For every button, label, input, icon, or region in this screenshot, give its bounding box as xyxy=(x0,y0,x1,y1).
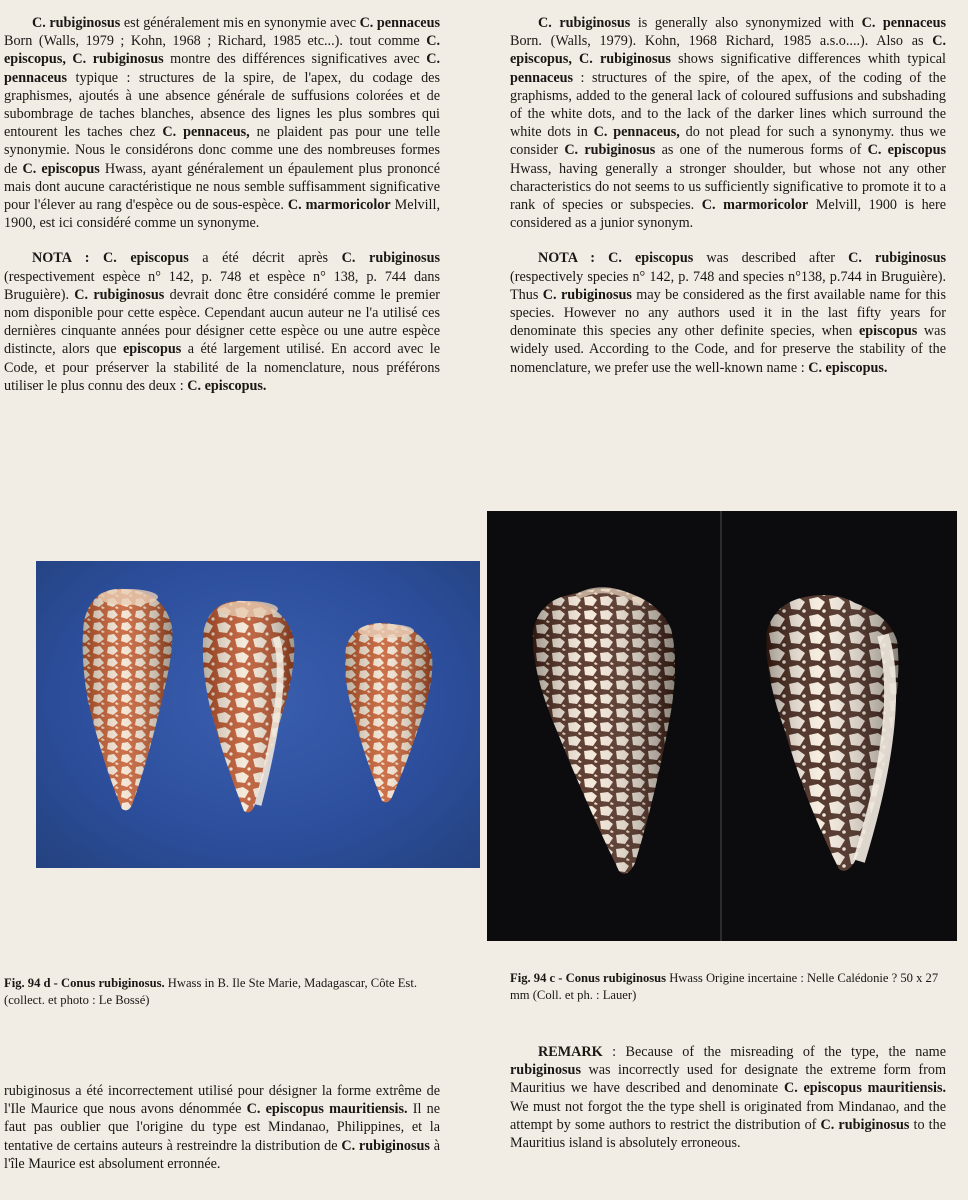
bold-run: C. pennaceus xyxy=(4,51,440,86)
text-run: Hwass in B. Ile Ste Marie, Madagascar, Côte Est. (collect. et photo : Le Bossé) xyxy=(4,976,417,1007)
bold-run: C. pennaceus, xyxy=(593,124,680,141)
bold-run: NOTA : C. episcopus xyxy=(32,250,189,267)
bold-run: C. marmoricolor xyxy=(287,197,391,214)
text-run: à l'île Maurice est absolument erronnée. xyxy=(4,1137,440,1172)
text-run: montre des différences significatives avec xyxy=(163,51,427,68)
fig-94d-caption xyxy=(4,975,444,1009)
shell-1 xyxy=(83,589,173,810)
text-run: do not plead for such a synonymy. thus we consider xyxy=(510,124,946,159)
fig-94d-photo xyxy=(36,561,480,868)
text-run: a été largement utilisé. En accord avec le Code, et pour préserver la stabilité de la nomenclature, nous préférons utiliser le plus connu des deux : xyxy=(4,341,440,394)
bold-run: C. episcopus mauritiensis. xyxy=(783,1080,947,1097)
bold-run: Fig. 94 d - Conus rubiginosus. xyxy=(4,976,165,990)
text-run: ne plaident pas pour une telle synonymie. Nous le considérons donc comme une des nombreuses formes de xyxy=(4,124,440,177)
bold-run: C. episcopus. xyxy=(187,377,267,394)
bold-run: C. rubiginosus xyxy=(74,286,165,303)
english-column xyxy=(510,14,946,377)
bold-run: C. pennaceus, xyxy=(162,124,250,141)
text-run: Hwass, ayant généralement un épaulement plus prononcé mais dont aucune caractéristique ne nous semble suffisamment significative pour l'élever au rang d'espèce ou de sous-espèce. xyxy=(4,160,440,214)
fig-94c-photo xyxy=(487,511,957,941)
text-run: (respectively species n° 142, p. 748 and species n°138, p.744 in Bruguière). Thus xyxy=(510,268,946,303)
text-run: devrait donc être considéré comme le premier nom disponible pour cette espèce. Cependant aucun auteur ne l'a utilisé ces dernières cinquante années pour désigner cette espèce ou une autre espèce distincte, alors que xyxy=(4,286,440,358)
bold-run: C. marmoricolor xyxy=(701,197,809,214)
bold-run: NOTA : C. episcopus xyxy=(538,250,694,267)
text-run: was described after xyxy=(693,250,849,267)
shell-3 xyxy=(345,623,432,802)
text-run: : structures of the spire, of the apex, of the coding of the graphisms, added to the general lack of coloured suffusions and subshading of the white dots, and to the lack of the darker lines which surround the white dots in xyxy=(510,69,946,141)
bold-run: C. rubiginosus xyxy=(820,1116,910,1133)
text-run: typique : structures de la spire, de l'apex, du codage des graphismes, ajoutés à une absence générale de suffusions colorées et de subombrage de taches blanches, absence des lignes les plus sombres qui entourent les taches chez xyxy=(4,69,440,141)
text-run: is generally also synonymized with xyxy=(630,15,862,31)
fig-94c-shells xyxy=(487,511,957,941)
bold-run: C. episcopus, C. rubiginosus xyxy=(4,33,440,68)
text-run: Melvill, 1900 is here considered as a junior synonym. xyxy=(510,197,946,232)
text-run: We must not forgot the the type shell is originated from Mindanao, and the attempt by some authors to restrict the distribution of xyxy=(510,1098,946,1133)
bold-run: C. rubiginosus xyxy=(848,250,946,267)
text-run: to the Mauritius island is absolutely erroneous. xyxy=(510,1116,947,1152)
fig-94d-shells xyxy=(36,561,480,868)
text-run: rubiginosus a été incorrectement utilisé pour désigner la forme extrême de l'Ile Maurice que nous avons dénommée xyxy=(4,1083,440,1118)
bold-run: C. rubiginosus xyxy=(32,15,121,31)
text-run: was incorrectly used for designate the extreme form from Mauritius we have described and denominate xyxy=(510,1062,946,1097)
english-paragraph-1 xyxy=(510,14,946,232)
bold-run: C. rubiginosus xyxy=(341,250,440,267)
text-run: est généralement mis en synonymie avec xyxy=(120,15,360,31)
english-remark xyxy=(510,1043,946,1152)
bold-run: episcopus xyxy=(122,341,182,358)
text-run: may be considered as the first available name for this species. However no any authors used it in the last fifty years for denominate this species any other definite species, when xyxy=(510,286,947,340)
bold-run: C. rubiginosus xyxy=(341,1137,430,1154)
bold-run: C. pennaceus xyxy=(359,15,440,31)
fig-94c-caption xyxy=(510,970,950,1004)
bold-run: episcopus xyxy=(858,323,918,340)
text-run: Hwass Origine incertaine : Nelle Calédonie ? 50 x 27 mm (Coll. et ph. : Lauer) xyxy=(510,971,939,1002)
french-continuation xyxy=(4,1082,440,1173)
text-run: : Because of the misreading of the type, the name xyxy=(602,1044,946,1060)
text-run: a été décrit après xyxy=(188,250,342,267)
bold-run: C. episcopus mauritiensis. xyxy=(246,1101,408,1118)
text-run: Born (Walls, 1979 ; Kohn, 1968 ; Richard, 1985 etc...). tout comme xyxy=(4,33,427,50)
text-run: was widely used. According to the Code, and for preserve the stability of the nomenclature, we prefer use the well-known name : xyxy=(510,323,946,376)
bold-run: C. episcopus, C. rubiginosus xyxy=(510,33,946,68)
shell-apertural-view xyxy=(533,589,675,874)
bold-run: C. rubiginosus xyxy=(542,286,632,303)
text-run: Melvill, 1900, est ici considéré comme un synonyme. xyxy=(4,197,440,232)
french-column xyxy=(4,14,440,395)
english-nota-paragraph xyxy=(510,249,946,376)
bold-run: C. pennaceus xyxy=(861,15,946,31)
bold-run: C. rubiginosus xyxy=(564,142,656,159)
text-run: shows significative differences whith typical xyxy=(670,51,946,68)
english-remark-paragraph xyxy=(510,1043,946,1152)
bold-run: REMARK xyxy=(538,1044,603,1060)
bold-run: C. episcopus. xyxy=(808,359,888,376)
french-nota-paragraph xyxy=(4,249,440,395)
bold-run: Fig. 94 c - Conus rubiginosus xyxy=(510,971,667,985)
text-run: Hwass, having generally a stronger shoulder, but whose not any other characteristics do not seems to us sufficiently significative to promote it to a rank of species or subspecies. xyxy=(510,160,946,214)
shell-2 xyxy=(203,601,294,812)
text-run: Il ne faut pas oublier que l'origine du type est Mindanao, Philippines, et la tentative de certains auteurs à restreindre la distribution de xyxy=(4,1101,441,1154)
bold-run: C. rubiginosus xyxy=(538,15,631,31)
french-tail-paragraph xyxy=(4,1082,440,1173)
text-run: Born. (Walls, 1979). Kohn, 1968 Richard, 1985 a.s.o....). Also as xyxy=(510,33,933,50)
bold-run: C. episcopus xyxy=(22,160,100,177)
bold-run: rubiginosus xyxy=(510,1062,581,1079)
bold-run: pennaceus xyxy=(510,69,574,86)
text-run: as one of the numerous forms of xyxy=(655,142,868,159)
text-run: (respectivement espèce n° 142, p. 748 et espèce n° 138, p. 744 dans Bruguière). xyxy=(4,268,440,303)
shell-dorsal-view xyxy=(766,595,898,871)
french-paragraph-1 xyxy=(4,14,440,232)
bold-run: C. episcopus xyxy=(867,142,946,159)
